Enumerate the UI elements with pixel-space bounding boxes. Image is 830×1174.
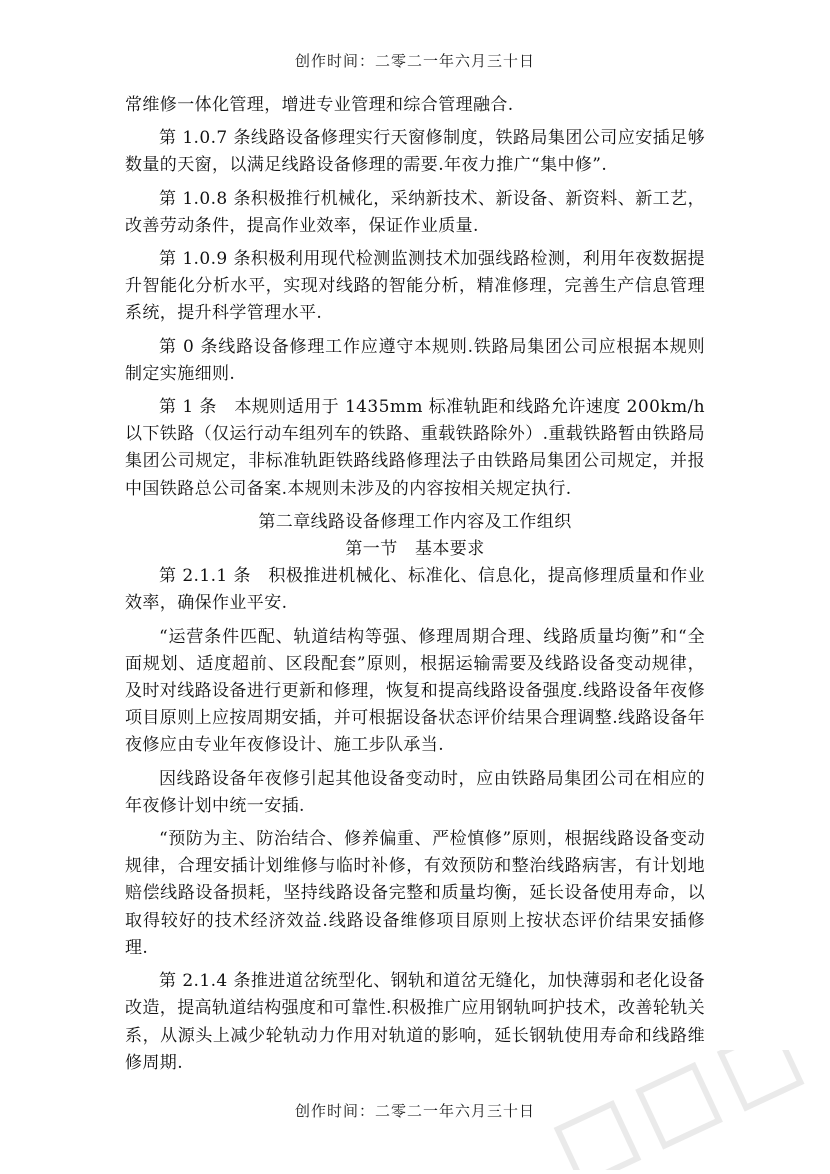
paragraph-article-2-1-1: 第 2.1.1 条 积极推进机械化、标准化、信息化，提高修理质量和作业效率，确保作业平安.	[125, 566, 705, 614]
paragraph-principles-overhaul: “运营条件匹配、轨道结构等强、修理周期合理、线路质量均衡”和“全面规划、适度超前、区段配套”原则，根据运输需要及线路设备变动规律，及时对线路设备进行更新和修理，恢复和提高线路设备强度.线路设备年夜修项目原则上应按周期安插，并可根据设备状态评价结果合理调整.线路设备年夜修应由专业年夜修设计、施工步队承当.	[125, 626, 706, 756]
paragraph-principles-maintenance: “预防为主、防治结合、修养偏重、严检慎修”原则，根据线路设备变动规律，合理安插计划维修与临时补修，有效预防和整治线路病害，有计划地赔偿线路设备损耗，坚持线路设备完整和质量均衡，延长设备使用寿命，以取得较好的技术经济效益.线路设备维修项目原则上按状态评价结果安插修理.	[125, 829, 705, 958]
paragraph-article-1-0-9: 第 1.0.9 条积极利用现代检测监测技术加强线路检测，利用年夜数据提升智能化分析水平，实现对线路的智能分析，精准修理，完善生产信息管理系统，提升科学管理水平.	[125, 249, 705, 324]
paragraph-article-1-0-8: 第 1.0.8 条积极推行机械化，采纳新技术、新设备、新资料、新工艺，改善劳动条件，提高作业效率，保证作业质量.	[125, 188, 705, 236]
paragraph-article-2-1-4: 第 2.1.4 条推进道岔统型化、钢轨和道岔无缝化，加快薄弱和老化设备改造，提高轨道结构强度和可靠性.积极推广应用钢轨呵护技术，改善轮轨关系，从源头上减少轮轨动力作用对轨道的影响，延长钢轨使用寿命和线路维修周期.	[125, 971, 706, 1073]
paragraph-overhaul-coordination: 因线路设备年夜修引起其他设备变动时，应由铁路局集团公司在相应的年夜修计划中统一安插.	[125, 768, 705, 816]
paragraph-continued: 常维修一体化管理，增进专业管理和综合管理融合.	[125, 95, 514, 115]
page-footer: 创作时间：二零二一年六月三十日	[294, 1102, 535, 1120]
paragraph-article-1-0-7: 第 1.0.7 条线路设备修理实行天窗修制度，铁路局集团公司应安插足够数量的天窗，以满足线路设备修理的需要.年夜力推广“集中修”.	[125, 128, 705, 176]
watermark-shape	[721, 1050, 801, 1108]
paragraph-article-0: 第 0 条线路设备修理工作应遵守本规则.铁路局集团公司应根据本规则制定实施细则.	[125, 336, 705, 384]
page-header: 创作时间：二零二一年六月三十日	[294, 52, 535, 70]
paragraph-article-1: 第 1 条 本规则适用于 1435mm 标准轨距和线路允许速度 200km/h 以下铁路（仅运行动车组列车的铁路、重载铁路除外）.重载铁路暂由铁路局集团公司规定，非标准轨距铁路线路修理法子由铁路局集团公司规定，并报中国铁路总公司备案.本规则未涉及的内容按相关规定执行.	[125, 397, 706, 499]
section-title: 第一节 基本要求	[345, 539, 485, 560]
document-body	[125, 92, 705, 1083]
chapter-title: 第二章线路设备修理工作内容及工作组织	[258, 511, 572, 532]
